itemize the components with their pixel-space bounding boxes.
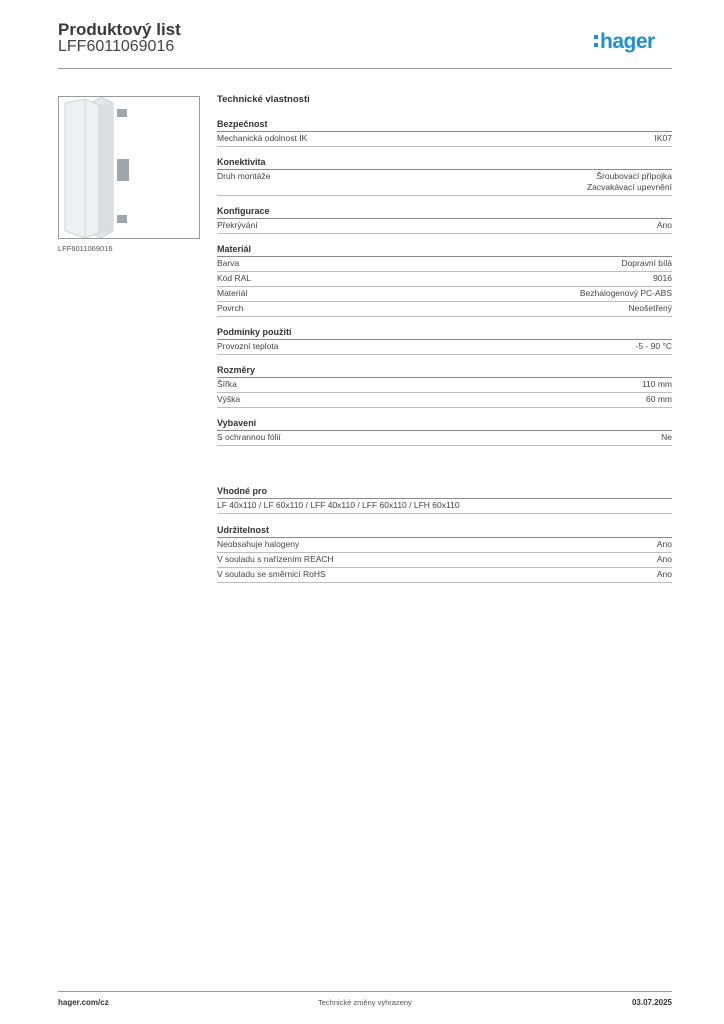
spec-value-line: Bezhalogenový PC-ABS [579, 288, 672, 298]
suitable-for-section [217, 485, 672, 514]
spec-value [657, 539, 672, 550]
technical-properties-heading: Technické vlastnosti [217, 94, 310, 105]
spec-value-line: Ne [661, 432, 672, 442]
spec-row [217, 170, 672, 196]
spec-label: Druh montáže [217, 171, 271, 181]
product-code: LFF6011069016 [58, 38, 175, 55]
sustainability-section [217, 524, 672, 583]
spec-label: S ochrannou fólií [217, 432, 281, 442]
spec-section [217, 205, 672, 234]
suitable-row [217, 499, 672, 514]
section-title: Podmínky použití [217, 326, 672, 340]
spec-label: Výška [217, 394, 241, 404]
spec-label: Překrývání [217, 220, 258, 230]
spec-value-line: Ano [656, 569, 672, 579]
spec-value-line: Ano [656, 539, 672, 549]
spec-row [217, 219, 672, 234]
spec-value-line: Šroubovací přípojka [596, 171, 672, 181]
spec-value-line: Neošetřený [628, 303, 672, 313]
spec-label: Provozní teplota [217, 341, 279, 351]
spec-value-line: 60 mm [646, 394, 672, 404]
spec-label: Materiál [217, 288, 248, 298]
spec-sheet [217, 93, 672, 592]
spec-label: Kód RAL [217, 273, 252, 283]
spec-value [621, 258, 672, 269]
section-title: Vhodné pro [217, 485, 672, 499]
spec-label: Barva [217, 258, 240, 268]
spec-value-line: Ano [656, 554, 672, 564]
svg-text:hager: hager [600, 30, 655, 53]
spec-value [657, 220, 672, 231]
section-title: Materiál [217, 243, 672, 257]
spec-value [587, 171, 672, 193]
spec-row [217, 132, 672, 147]
spec-section [217, 417, 672, 446]
spec-value [655, 133, 673, 144]
page-title: Produktový list [58, 20, 181, 39]
hager-logo[interactable] [592, 26, 676, 56]
suitable-text: LF 40x110 / LF 60x110 / LFF 40x110 / LFF 60x110 / LFH 60x110 [217, 500, 460, 510]
spec-row [217, 568, 672, 583]
spec-row [217, 272, 672, 287]
spec-label: Mechanická odolnost IK [217, 133, 308, 143]
spec-row [217, 538, 672, 553]
header-divider [58, 68, 672, 69]
spec-row [217, 287, 672, 302]
spec-value [636, 341, 672, 352]
spec-value [661, 432, 672, 443]
product-illustration [59, 97, 199, 238]
spec-value-line: 9016 [653, 273, 672, 283]
spec-section [217, 364, 672, 408]
spec-row [217, 553, 672, 568]
spec-label: Šířka [217, 379, 237, 389]
section-title: Udržitelnost [217, 524, 672, 538]
spec-value-line: 110 mm [641, 379, 672, 389]
footer-note: Technické změny vyhrazeny [318, 998, 412, 1007]
section-title: Vybavení [217, 417, 672, 431]
spec-value-line: -5 - 90 °C [635, 341, 672, 351]
spec-row [217, 431, 672, 446]
spec-label: Neobsahuje halogeny [217, 539, 300, 549]
footer-date: 03.07.2025 [631, 998, 672, 1007]
spec-value [657, 554, 672, 565]
spec-section [217, 326, 672, 355]
spec-label: V souladu s nařízením REACH [217, 554, 334, 564]
spec-value [653, 273, 672, 284]
spec-value [657, 569, 672, 580]
spec-label: Povrch [217, 303, 244, 313]
section-title: Bezpečnost [217, 118, 672, 132]
spec-label: V souladu se směrnicí RoHS [217, 569, 326, 579]
product-caption: LFF6011069016 [58, 244, 113, 253]
spec-row [217, 393, 672, 408]
spec-value-line: Dopravní bílá [621, 258, 672, 268]
spec-row [217, 340, 672, 355]
spec-value [580, 288, 672, 299]
spec-section [217, 156, 672, 196]
product-image [58, 96, 200, 239]
spec-value [642, 379, 672, 390]
spec-value-line: IK07 [654, 133, 672, 143]
spec-value [629, 303, 672, 314]
footer-divider [58, 991, 672, 992]
website-link[interactable]: hager.com/cz [58, 998, 109, 1007]
spec-section [217, 118, 672, 147]
section-title: Konektivita [217, 156, 672, 170]
section-title: Rozměry [217, 364, 672, 378]
spec-value [646, 394, 672, 405]
spec-value-line: Zacvakávací upevnění [586, 182, 672, 192]
spec-row [217, 378, 672, 393]
spec-sections [217, 118, 672, 446]
spec-section [217, 243, 672, 317]
spec-value-line: Ano [656, 220, 672, 230]
section-title: Konfigurace [217, 205, 672, 219]
spec-row [217, 302, 672, 317]
spec-row [217, 257, 672, 272]
